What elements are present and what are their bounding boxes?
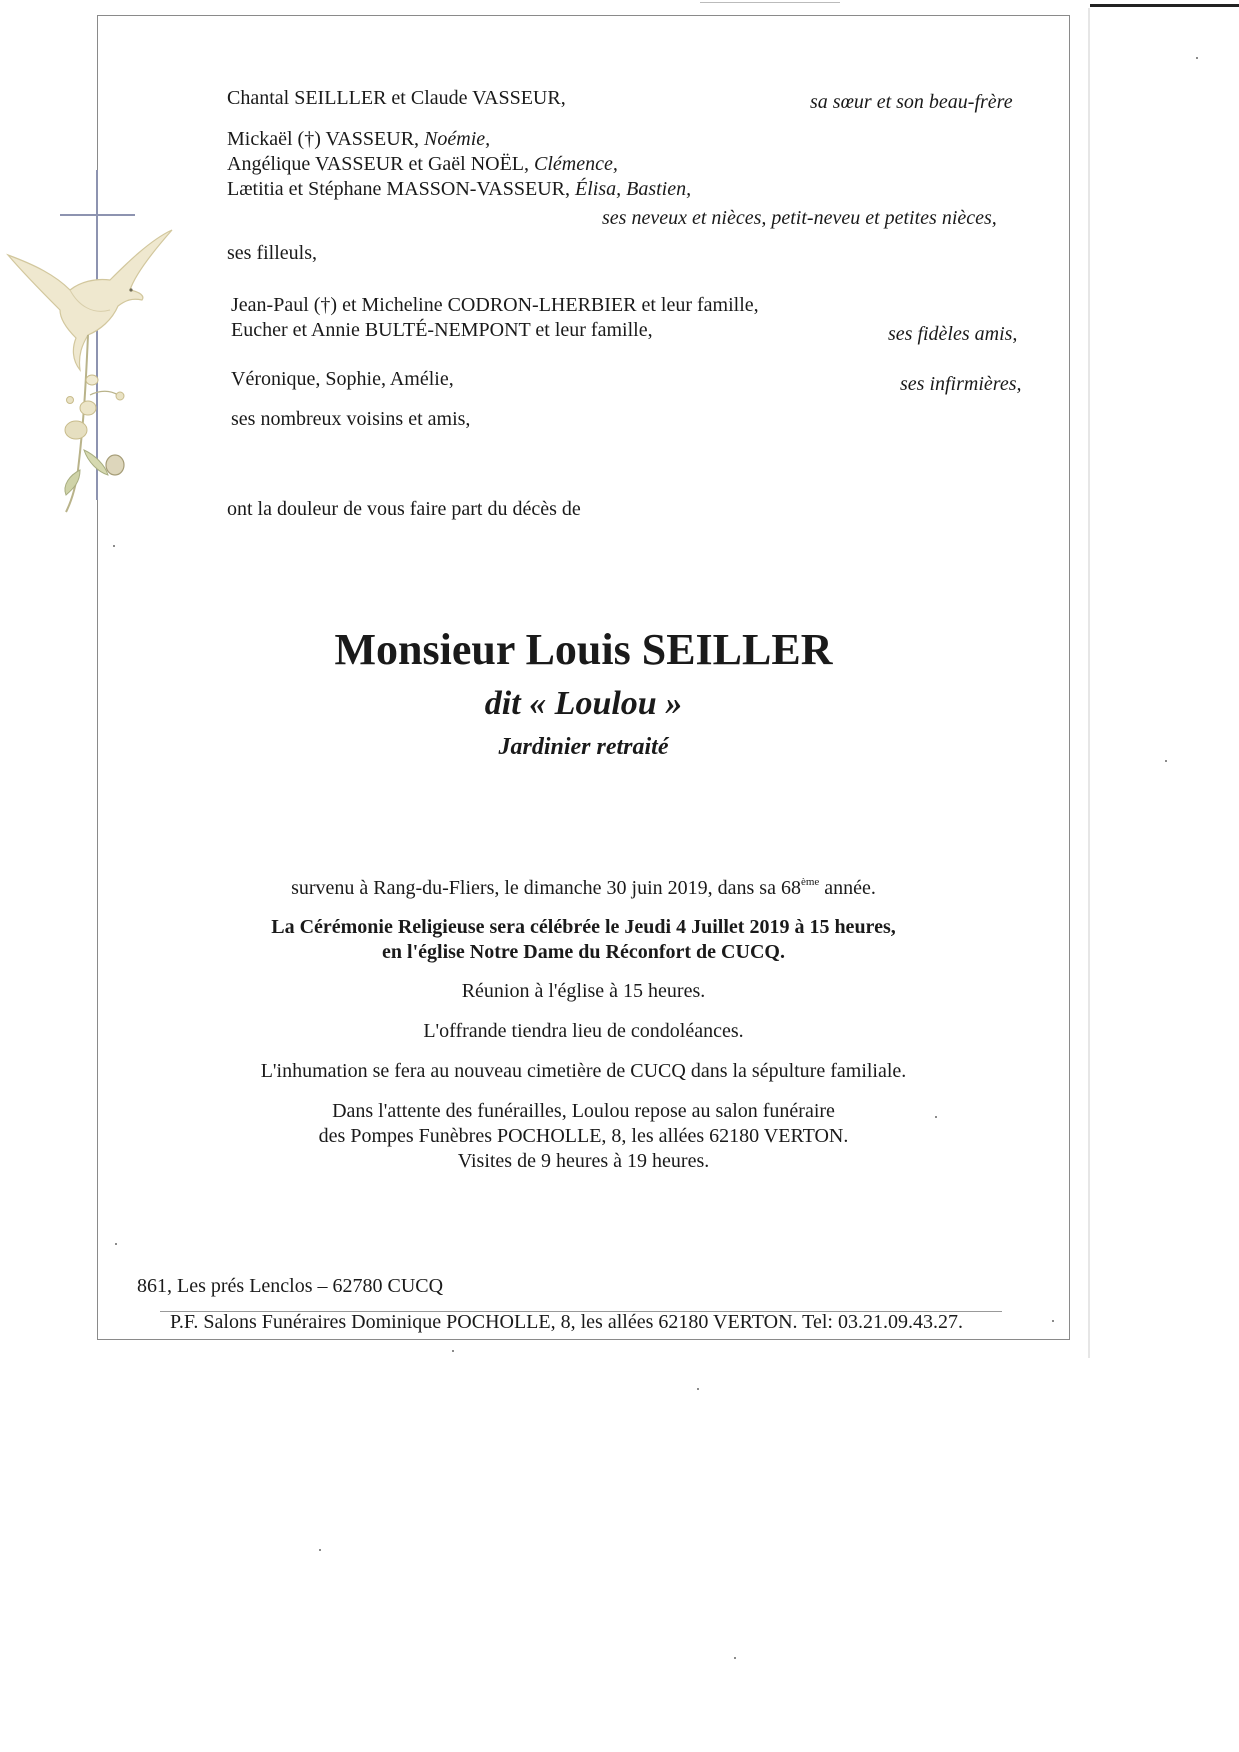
scan-speck [734,1657,736,1659]
scan-speck [452,1350,454,1352]
burial-line: L'inhumation se fera au nouveau cimetière de CUCQ dans la sépulture familiale. [260,1060,907,1082]
footer-funeral-home: P.F. Salons Funéraires Dominique POCHOLLE, 8, les allées 62180 VERTON. Tel: 03.21.09.43.27. [170,1311,963,1333]
deceased-name: Monsieur Louis SEILLER [334,625,833,674]
nephew-1-name: Mickaël (†) VASSEUR, [227,128,425,150]
nephew-line-3 [227,177,691,201]
scan-edge-faint [700,2,840,3]
ceremony-line-2: en l'église Notre Dame du Réconfort de CUCQ. [382,941,785,963]
nurses-line: Véronique, Sophie, Amélie, [231,368,454,390]
meeting-line: Réunion à l'église à 15 heures. [461,980,706,1002]
dove-icon [8,230,172,370]
sister-line: Chantal SEILLLER et Claude VASSEUR, [227,87,566,109]
scan-page-shadow [1088,8,1090,1358]
nephew-3-name: Lætitia et Stéphane MASSON-VASSEUR, [227,178,575,200]
death-ordinal-suffix: ème [800,876,820,888]
flower-icon [65,335,124,512]
nephew-2-name: Angélique VASSEUR et Gaël NOËL, [227,153,535,175]
friends-line-1: Jean-Paul (†) et Micheline CODRON-LHERBIER et leur famille, [231,294,759,316]
nephew-2-child: Clémence, [534,153,618,175]
deceased-profession: Jardinier retraité [498,734,669,760]
nephew-3-child: Élisa, Bastien, [574,178,692,200]
godchildren-line: ses filleuls, [227,242,317,264]
footer-address: 861, Les prés Lenclos – 62780 CUCQ [137,1275,444,1297]
friends-relation: ses fidèles amis, [888,323,1018,345]
rest-line-1: Dans l'attente des funérailles, Loulou repose au salon funéraire [332,1100,835,1122]
death-line [97,876,1070,900]
scan-speck [1165,760,1167,762]
cross-icon [60,170,135,500]
death-text-before: survenu à Rang-du-Fliers, le dimanche 30 juin 2019, dans sa 68 [291,877,801,899]
rest-line-3: Visites de 9 heures à 19 heures. [457,1150,710,1172]
scan-edge-line [1090,4,1239,7]
neighbours-line: ses nombreux voisins et amis, [231,408,471,430]
death-text-after: année. [819,877,876,899]
nephews-relation: ses neveux et nièces, petit-neveu et petites nièces, [602,207,997,229]
scan-speck [319,1549,321,1551]
nephew-line-2 [227,152,618,176]
sister-relation: sa sœur et son beau-frère [810,91,1013,113]
offering-line: L'offrande tiendra lieu de condoléances. [423,1020,744,1042]
announcement-line: ont la douleur de vous faire part du décès de [227,498,581,520]
nephew-line-1 [227,127,490,151]
ceremony-line-1: La Cérémonie Religieuse sera célébrée le Jeudi 4 Juillet 2019 à 15 heures, [271,916,896,938]
nephew-1-child: Noémie, [424,128,491,150]
rest-line-2: des Pompes Funèbres POCHOLLE, 8, les allées 62180 VERTON. [318,1125,849,1147]
scan-speck [1196,57,1198,59]
deceased-nickname: dit « Loulou » [484,685,683,722]
nurses-relation: ses infirmières, [900,373,1022,395]
scan-speck [113,545,115,547]
friends-line-2: Eucher et Annie BULTÉ-NEMPONT et leur famille, [231,319,653,341]
scan-speck [935,1116,937,1118]
scan-speck [697,1388,699,1390]
cross-dove-flower-decoration [0,170,180,515]
scan-speck [115,1243,117,1245]
scan-speck [1052,1320,1054,1322]
